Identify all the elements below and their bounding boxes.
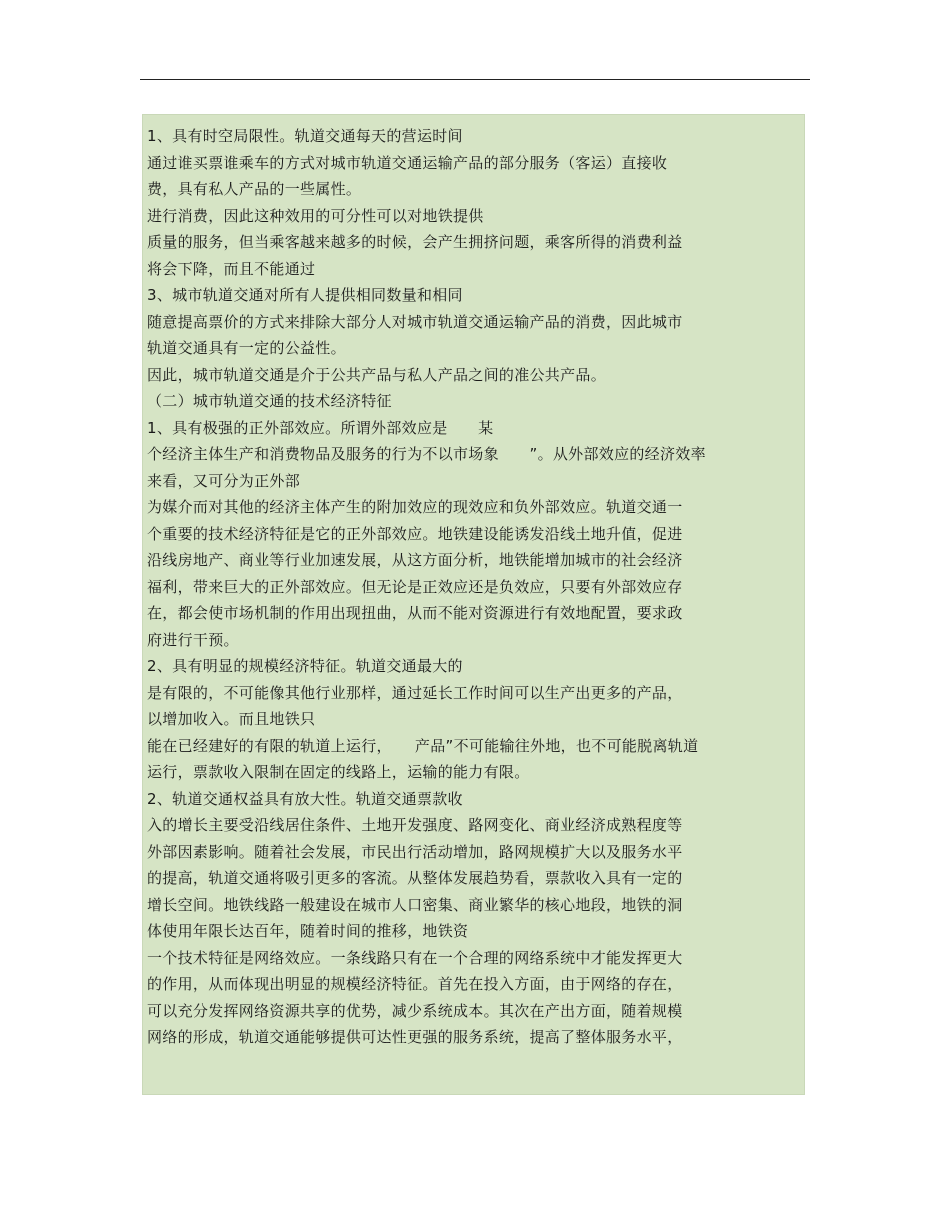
text-line: 沿线房地产、商业等行业加速发展，从这方面分析，地铁能增加城市的社会经济 (147, 551, 683, 569)
text-line: 网络的形成，轨道交通能够提供可达性更强的服务系统，提高了整体服务水平， (147, 1028, 683, 1046)
text-line: 增长空间。地铁线路一般建设在城市人口密集、商业繁华的核心地段，地铁的洞 (147, 895, 683, 914)
text-line: 为媒介而对其他的经济主体产生的附加效应的现效应和负外部效应。轨道交通一 (147, 498, 683, 516)
text-line: 运行，票款收入限制在固定的线路上，运输的能力有限。 (147, 763, 530, 781)
text-line: 将会下降，而且不能通过 (147, 259, 316, 278)
text-line: 一个技术特征是网络效应。一条线路只有在一个合理的网络系统中才能发挥更大 (147, 948, 683, 967)
text-line: 的提高，轨道交通将吸引更多的客流。从整体发展趋势看，票款收入具有一定的 (147, 869, 683, 887)
highlighted-text-block (142, 114, 805, 1095)
text-line: 能在已经建好的有限的轨道上运行， 产品”不可能输往外地，也不可能脱离轨道 (147, 736, 699, 755)
text-line: 因此，城市轨道交通是介于公共产品与私人产品之间的准公共产品。 (147, 365, 607, 384)
text-line: 外部因素影响。随着社会发展，市民出行活动增加，路网规模扩大以及服务水平 (147, 842, 683, 861)
text-line: 进行消费，因此这种效用的可分性可以对地铁提供 (147, 206, 484, 225)
text-line: 轨道交通具有一定的公益性。 (147, 339, 346, 357)
text-line: 质量的服务，但当乘客越来越多的时候，会产生拥挤问题，乘客所得的消费利益 (147, 233, 683, 251)
text-line: 在，都会使市场机制的作用出现扭曲，从而不能对资源进行有效地配置，要求政 (147, 604, 683, 622)
text-line: 1、具有时空局限性。轨道交通每天的营运时间 (147, 127, 463, 145)
text-line: 以增加收入。而且地铁只 (147, 710, 316, 728)
text-line: 是有限的，不可能像其他行业那样，通过延长工作时间可以生产出更多的产品， (147, 683, 683, 702)
text-line: 的作用，从而体现出明显的规模经济特征。首先在投入方面，由于网络的存在， (147, 975, 683, 993)
text-line: 个经济主体生产和消费物品及服务的行为不以市场象 ”。从外部效应的经济效率 (147, 445, 706, 463)
text-line: 来看，又可分为正外部 (147, 471, 301, 490)
text-line: 入的增长主要受沿线居住条件、土地开发强度、路网变化、商业经济成熟程度等 (147, 816, 683, 834)
text-line: 通过谁买票谁乘车的方式对城市轨道交通运输产品的部分服务（客运）直接收 (147, 153, 668, 172)
header-rule (140, 79, 810, 80)
text-line: 3、城市轨道交通对所有人提供相同数量和相同 (147, 286, 463, 304)
text-line: 1、具有极强的正外部效应。所谓外部效应是 某 (147, 418, 494, 437)
text-line: 2、轨道交通权益具有放大性。轨道交通票款收 (147, 789, 463, 808)
text-line: 个重要的技术经济特征是它的正外部效应。地铁建设能诱发沿线土地升值，促进 (147, 524, 683, 543)
text-line: 费，具有私人产品的一些属性。 (147, 180, 362, 198)
text-line: 府进行干预。 (147, 630, 239, 649)
text-line: 2、具有明显的规模经济特征。轨道交通最大的 (147, 657, 463, 675)
text-line: 福利，带来巨大的正外部效应。但无论是正效应还是负效应，只要有外部效应存 (147, 577, 683, 596)
text-line: （二）城市轨道交通的技术经济特征 (147, 392, 392, 410)
text-line: 体使用年限长达百年，随着时间的推移，地铁资 (147, 922, 469, 940)
text-line: 可以充分发挥网络资源共享的优势，减少系统成本。其次在产出方面，随着规模 (147, 1001, 683, 1020)
text-line: 随意提高票价的方式来排除大部分人对城市轨道交通运输产品的消费，因此城市 (147, 312, 683, 331)
